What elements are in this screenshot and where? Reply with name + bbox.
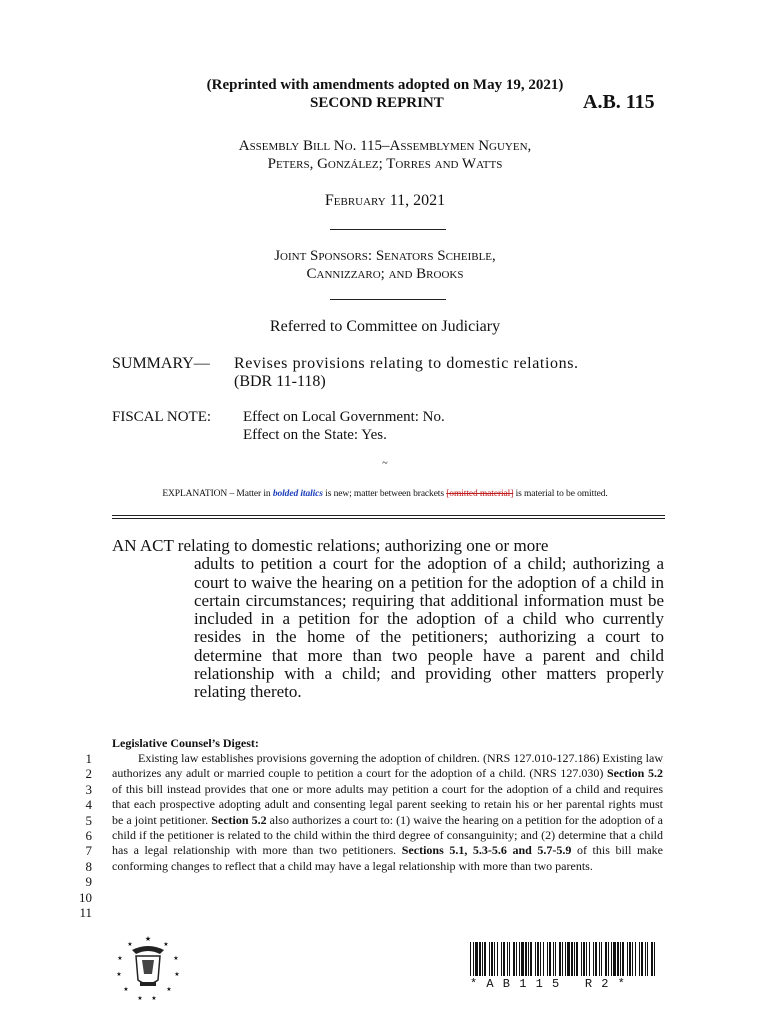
summary-label: SUMMARY— — [112, 355, 210, 372]
digest-text: also authorizes a court to: (1) waive the hearing on a petition for the adoption of a child if the petitioner is related to the child within the third degree of consanguinity; and (2) determine that a child has a legal relationship with more than two petitioners. — [112, 812, 663, 858]
committee-referral: Referred to Committee on Judiciary — [269, 318, 501, 335]
line-numbers — [70, 751, 92, 920]
barcode-text: * A B 1 1 5 R 2 * — [470, 977, 626, 991]
digest-section-ref: Section 5.2 — [211, 812, 267, 827]
introduction-date: February 11, 2021 — [324, 192, 446, 209]
sponsors-line-1: Joint Sponsors: Senators Scheible, — [274, 248, 496, 264]
explanation-omitted-example: [omitted material] — [446, 489, 514, 499]
act-title-body: adults to petition a court for the adoption of a child; authorizing a court to waive the hearing on a petition for the adoption of a child in certain circumstances; requiring that additional information must be included in a petition for the adoption of a child who currently resides in the home of the petitioners; authorizing a court to determine that more than two people have a parent and child relationship with a child; and providing other matters properly relating thereto. — [194, 554, 664, 702]
explanation-line — [0, 489, 770, 499]
digest-paragraph — [112, 751, 663, 874]
separator-rule — [330, 299, 446, 300]
digest-text: Existing law establishes provisions governing the adoption of children. (NRS 127.010-127.186) Existing law authorizes any adult or married couple to petition a court for the adoption of a child. (NRS 127.030) — [112, 751, 663, 781]
digest-text: of this bill instead provides that one or more adults may petition a court for the adoption of a child and requires that each prospective adopting adult and consenting legal parent seeking to retain his or her parental rights must be a joint petitioner. — [112, 781, 663, 827]
fiscal-note-label: FISCAL NOTE: — [112, 409, 212, 425]
svg-text:★: ★ — [151, 995, 157, 1002]
bdr-number: (BDR 11-118) — [234, 373, 326, 390]
line-number: 8 — [85, 858, 92, 874]
fiscal-local-effect: Effect on Local Government: No. — [243, 409, 445, 425]
line-number: 6 — [85, 828, 92, 844]
svg-text:★: ★ — [127, 941, 133, 948]
digest-section-ref: Section 5.2 — [607, 766, 663, 781]
summary-text: Revises provisions relating to domestic relations. — [234, 355, 579, 372]
double-rule — [112, 515, 665, 519]
svg-text:★: ★ — [166, 986, 172, 993]
digest-section-ref: Sections 5.1, 5.3-5.6 and 5.7-5.9 — [401, 843, 572, 858]
bill-number: A.B. 115 — [583, 91, 655, 113]
act-title-first-line: AN ACT relating to domestic relations; authorizing one or more — [112, 536, 549, 555]
svg-text:★: ★ — [163, 941, 169, 948]
svg-text:★: ★ — [144, 935, 152, 943]
summary — [112, 355, 667, 391]
svg-text:★: ★ — [173, 955, 179, 962]
svg-text:★: ★ — [123, 986, 129, 993]
reprint-label: SECOND REPRINT — [310, 95, 444, 111]
line-number: 5 — [85, 812, 92, 828]
digest-heading: Legislative Counsel’s Digest: — [112, 736, 259, 750]
svg-text:★: ★ — [117, 955, 123, 962]
tilde-divider: ~ — [382, 458, 388, 469]
explanation-suffix: is material to be omitted. — [513, 489, 608, 499]
svg-text:★: ★ — [174, 971, 180, 978]
line-number: 7 — [85, 843, 92, 859]
line-number: 2 — [85, 766, 92, 782]
line-number: 9 — [85, 874, 92, 890]
explanation-middle: is new; matter between brackets — [322, 489, 447, 499]
reprint-note: (Reprinted with amendments adopted on May 19, 2021) — [206, 77, 564, 93]
line-number: 1 — [85, 751, 92, 766]
act-title — [112, 537, 664, 702]
svg-text:★: ★ — [116, 971, 122, 978]
svg-text:★: ★ — [137, 995, 143, 1002]
separator-rule — [330, 229, 446, 230]
fiscal-note — [112, 408, 445, 444]
sponsors-line-2: Cannizzaro; and Brooks — [306, 266, 464, 282]
explanation-prefix: EXPLANATION – Matter in — [162, 489, 273, 499]
bill-title — [0, 137, 770, 173]
digest-body — [112, 751, 663, 874]
fiscal-state-effect: Effect on the State: Yes. — [243, 427, 387, 443]
explanation-bolded-example: bolded italics — [272, 489, 323, 499]
bill-title-line-1: Assembly Bill No. 115–Assemblymen Nguyen, — [238, 138, 532, 154]
state-seal-icon — [112, 932, 184, 1004]
line-number: 4 — [85, 797, 92, 813]
line-number: 10 — [79, 889, 92, 905]
bill-title-line-2: Peters, González; Torres and Watts — [267, 156, 503, 172]
digest-text: of this bill make conforming changes to reflect that a child may have a legal relationship with more than two parents. — [112, 843, 663, 873]
joint-sponsors — [0, 247, 770, 283]
barcode-icon — [470, 942, 658, 976]
line-number: 3 — [85, 781, 92, 797]
line-number: 11 — [79, 905, 92, 921]
